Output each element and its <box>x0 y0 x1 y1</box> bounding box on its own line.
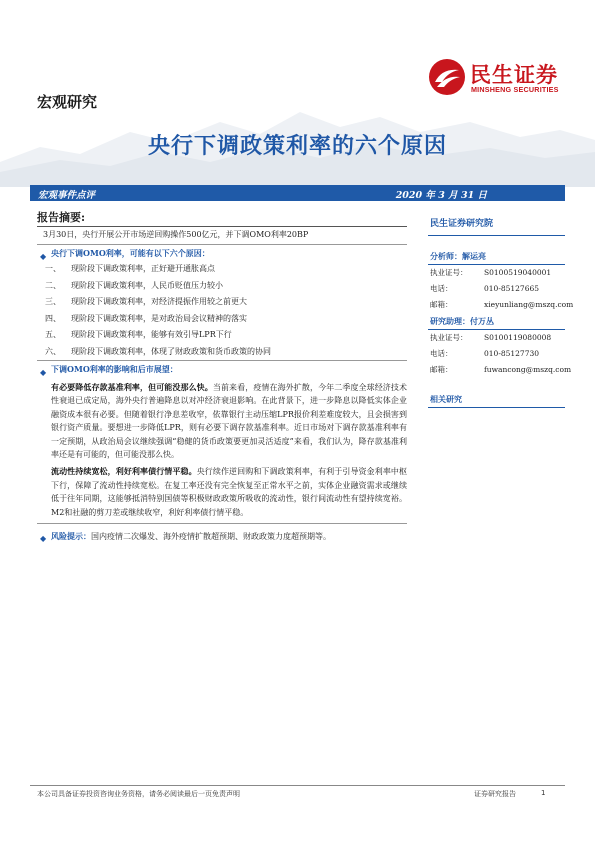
analyst-email <box>428 297 574 313</box>
paragraph-lead: 流动性持续宽松，利好利率债行情平稳。 <box>51 466 197 477</box>
field-label: 邮箱： <box>430 365 453 374</box>
field-label: 执业证号： <box>430 333 468 342</box>
analyst-license <box>428 265 565 281</box>
risk-text: 国内疫情二次爆发、海外疫情扩散超预期、财政政策力度超预期等。 <box>91 532 331 542</box>
outlook-heading <box>37 361 407 378</box>
list-item <box>37 294 407 311</box>
list-item <box>37 261 407 278</box>
field-label: 电话： <box>430 284 453 293</box>
paragraph-deposit-rate <box>37 381 407 463</box>
list-item <box>37 278 407 295</box>
risk-label: 风险提示： <box>51 531 91 542</box>
bullet-icon: ◆ <box>40 250 47 261</box>
footer-report-type: 证券研究报告 <box>474 790 516 798</box>
list-item-number: 五、 <box>45 330 61 339</box>
logo-english-name: MINSHENG SECURITIES <box>471 85 559 94</box>
list-item-text: 现阶段下调政策利率，正好避开通胀高点 <box>71 264 215 273</box>
company-logo <box>428 58 578 98</box>
paragraph-liquidity <box>37 465 407 524</box>
paragraph-body: 当前来看，疫情在海外扩散，今年二季度全球经济技术性衰退已成定局，海外央行普遍降息以对冲经济衰退影响。在此背景下，进一步降息以降低实体企业融资成本很有必要。但随着银行净息差收窄，依靠银行主动压缩LPR报价利差难度较大，且会损害到银行资产质量。要想进一步降低LPR，则有必要下调存款基准利率。近日市场对下调存款基准利率有一定预期，从政治局会议继续强调“稳健的货币政策要更加灵活适度”来看，我们认为，降存款基准利率还是有可能的，但可能没那么快。 <box>51 382 407 460</box>
list-item-number: 三、 <box>45 297 61 306</box>
report-type-label: 宏观事件点评 <box>38 190 96 201</box>
reasons-list <box>37 261 407 361</box>
paragraph-body: 央行续作逆回购和下调政策利率，有利于引导资金利率中枢下行，保障了流动性持续宽松。在复工率还没有完全恢复至正常水平之前，实体企业融资需求或继续低于往年同期，这能够抵消特别国债等积极财政政策所吸收的流动性，银行间流动性有望持续宽裕。M2和社融的剪刀差或继续收窄，利好利率债行情平稳。 <box>51 467 408 517</box>
assistant-phone <box>428 346 565 362</box>
field-value: 010-85127665 <box>484 284 540 293</box>
header-bar <box>30 185 565 201</box>
field-label: 邮箱： <box>430 300 453 309</box>
assistant-license <box>428 330 565 346</box>
summary-label: 报告摘要: <box>37 211 86 224</box>
list-item-number: 一、 <box>45 264 61 273</box>
logo-mark-icon <box>428 58 466 96</box>
main-content <box>37 226 407 545</box>
paragraph-lead: 有必要降低存款基准利率，但可能没那么快。 <box>51 381 213 392</box>
field-value: S0100519040001 <box>484 268 552 277</box>
field-value: fuwancong@mszq.com <box>484 365 572 374</box>
analyst-phone <box>428 281 565 297</box>
risk-warning <box>37 528 407 545</box>
logo-chinese-name: 民生证券 <box>470 63 558 87</box>
list-item-number: 六、 <box>45 346 61 356</box>
field-value: S0100119080008 <box>484 333 552 342</box>
outlook-heading-text: 下调OMO利率的影响和后市展望： <box>51 364 178 374</box>
list-item <box>37 327 407 344</box>
field-value: xieyunliang@mszq.com <box>484 300 574 309</box>
list-item-text: 现阶段下调政策利率，体现了财政政策和货币政策的协同 <box>71 346 271 356</box>
list-item-number: 二、 <box>45 280 61 290</box>
report-category: 宏观研究 <box>37 93 98 111</box>
assistant-heading: 研究助理：付万丛 <box>428 314 565 330</box>
list-item-text: 现阶段下调政策利率，是对政治局会议精神的落实 <box>71 313 247 323</box>
list-item <box>37 344 407 361</box>
footer-divider <box>30 785 565 786</box>
report-date: 2020 年 3 月 31 日 <box>395 190 487 201</box>
analyst-heading: 分析师：解运亮 <box>428 249 565 265</box>
bullet-icon: ◆ <box>40 534 47 544</box>
sidebar <box>428 213 574 408</box>
institute-name: 民生证券研究院 <box>428 213 565 236</box>
list-item-text: 现阶段下调政策利率，对经济提振作用较之前更大 <box>71 297 247 306</box>
page-number: 1 <box>541 789 546 797</box>
related-research-heading: 相关研究 <box>428 392 565 408</box>
field-label: 执业证号： <box>430 268 468 277</box>
field-label: 电话： <box>430 349 453 358</box>
summary-intro: 3月30日，央行开展公开市场逆回购操作500亿元，并下调OMO利率20BP <box>37 226 407 245</box>
bullet-icon: ◆ <box>40 367 47 377</box>
list-item-number: 四、 <box>45 313 61 323</box>
field-value: 010-85127730 <box>484 349 540 358</box>
list-item-text: 现阶段下调政策利率，人民币贬值压力较小 <box>71 280 223 290</box>
assistant-email <box>428 362 572 378</box>
reasons-heading-text: 央行下调OMO利率，可能有以下六个原因： <box>51 247 210 258</box>
page-title: 央行下调政策利率的六个原因 <box>147 134 447 159</box>
footer-disclaimer: 本公司具备证券投资咨询业务资格，请务必阅读最后一页免责声明 <box>37 790 240 798</box>
list-item <box>37 311 407 328</box>
list-item-text: 现阶段下调政策利率，能够有效引导LPR下行 <box>71 330 232 339</box>
reasons-heading <box>37 245 407 262</box>
